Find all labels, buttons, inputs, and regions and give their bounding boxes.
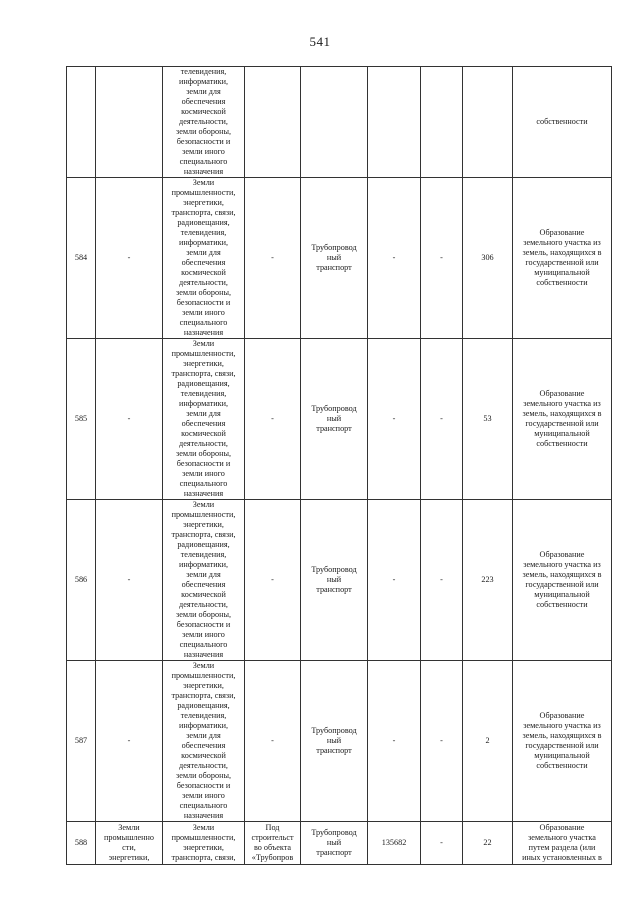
- area-value: 2: [463, 661, 513, 822]
- formation-purpose: собственности: [513, 67, 612, 178]
- area-value: 223: [463, 500, 513, 661]
- permitted-use: -: [245, 339, 301, 500]
- area-before: [368, 67, 421, 178]
- object-type: Трубопровод ный транспорт: [301, 178, 368, 339]
- permitted-use: [245, 67, 301, 178]
- area-before: -: [368, 339, 421, 500]
- area-value: 53: [463, 339, 513, 500]
- land-plots-table: [66, 66, 612, 865]
- row-number: 584: [67, 178, 96, 339]
- table-row: [67, 339, 612, 500]
- table-row: [67, 661, 612, 822]
- land-category: телевидения, информатики, земли для обеспечения космической деятельности, земли обороны, безопасности и земли иного специального назначения: [163, 67, 245, 178]
- row-number: [67, 67, 96, 178]
- object-type: Трубопровод ный транспорт: [301, 339, 368, 500]
- land-category: Земли промышленности, энергетики, транспорта, связи, радиовещания, телевидения, информатики, земли для обеспечения космической деятельности, земли обороны, безопасности и земли иного специального назначения: [163, 661, 245, 822]
- area-before: -: [368, 661, 421, 822]
- page-number: 541: [309, 34, 331, 49]
- area-value: 22: [463, 822, 513, 865]
- dash-cell: -: [421, 178, 463, 339]
- land-category: Земли промышленности, энергетики, транспорта, связи, радиовещания, телевидения, информатики, земли для обеспечения космической деятельности, земли обороны, безопасности и земли иного специального назначения: [163, 339, 245, 500]
- object-type: Трубопровод ный транспорт: [301, 661, 368, 822]
- row-number: 588: [67, 822, 96, 865]
- category-before: -: [96, 500, 163, 661]
- table-row: [67, 822, 612, 865]
- dash-cell: -: [421, 661, 463, 822]
- category-before: -: [96, 339, 163, 500]
- category-before: -: [96, 661, 163, 822]
- table-row: [67, 67, 612, 178]
- formation-purpose: Образование земельного участка из земель, находящихся в государственной или муниципальной собственности: [513, 661, 612, 822]
- table-row: [67, 178, 612, 339]
- object-type: Трубопровод ный транспорт: [301, 822, 368, 865]
- dash-cell: -: [421, 822, 463, 865]
- formation-purpose: Образование земельного участка из земель, находящихся в государственной или муниципальной собственности: [513, 500, 612, 661]
- dash-cell: -: [421, 500, 463, 661]
- category-before: Земли промышленно сти, энергетики,: [96, 822, 163, 865]
- area-before: 135682: [368, 822, 421, 865]
- formation-purpose: Образование земельного участка из земель, находящихся в государственной или муниципальной собственности: [513, 339, 612, 500]
- row-number: 585: [67, 339, 96, 500]
- dash-cell: [421, 67, 463, 178]
- area-value: [463, 67, 513, 178]
- row-number: 586: [67, 500, 96, 661]
- permitted-use: -: [245, 661, 301, 822]
- category-before: [96, 67, 163, 178]
- object-type: Трубопровод ный транспорт: [301, 500, 368, 661]
- area-value: 306: [463, 178, 513, 339]
- land-category: Земли промышленности, энергетики, транспорта, связи,: [163, 822, 245, 865]
- area-before: -: [368, 500, 421, 661]
- area-before: -: [368, 178, 421, 339]
- object-type: [301, 67, 368, 178]
- table-row: [67, 500, 612, 661]
- dash-cell: -: [421, 339, 463, 500]
- permitted-use: -: [245, 178, 301, 339]
- category-before: -: [96, 178, 163, 339]
- land-category: Земли промышленности, энергетики, транспорта, связи, радиовещания, телевидения, информатики, земли для обеспечения космической деятельности, земли обороны, безопасности и земли иного специального назначения: [163, 500, 245, 661]
- formation-purpose: Образование земельного участка путем раздела (или иных установленных в: [513, 822, 612, 865]
- row-number: 587: [67, 661, 96, 822]
- permitted-use: -: [245, 500, 301, 661]
- permitted-use: Под строительст во объекта «Трубопров: [245, 822, 301, 865]
- formation-purpose: Образование земельного участка из земель, находящихся в государственной или муниципальной собственности: [513, 178, 612, 339]
- land-category: Земли промышленности, энергетики, транспорта, связи, радиовещания, телевидения, информатики, земли для обеспечения космической деятельности, земли обороны, безопасности и земли иного специального назначения: [163, 178, 245, 339]
